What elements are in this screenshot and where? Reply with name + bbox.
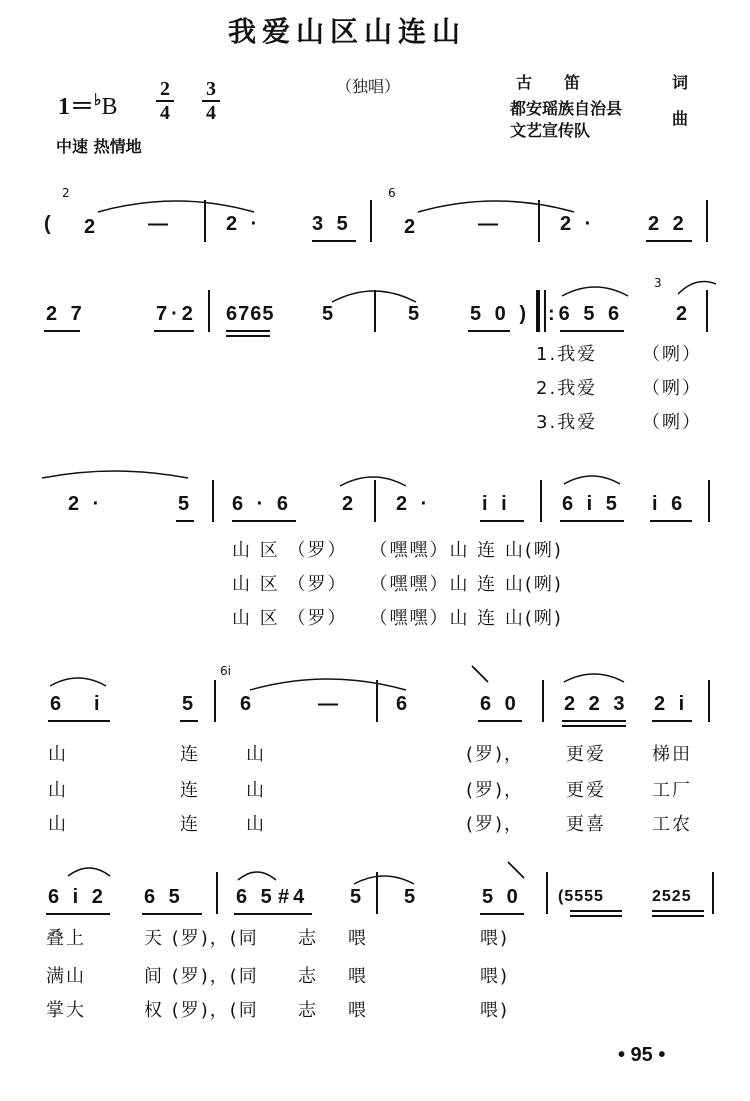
underline [232, 520, 296, 522]
lyric: 连 [180, 814, 200, 835]
performance-type: （独唱） [336, 77, 401, 96]
underline [562, 720, 626, 722]
barline [712, 872, 714, 914]
lyric-line: 山 区 （罗） （嘿嘿）山 连 山(咧) [232, 540, 563, 561]
underline [652, 720, 692, 722]
lyric: 山 [246, 814, 266, 835]
barline [708, 480, 710, 522]
note: — [148, 213, 172, 235]
composer-line2: 文艺宣传队 [510, 121, 591, 140]
note: 6 0 [480, 693, 520, 715]
note: 2 2 [648, 213, 688, 235]
barline [214, 680, 216, 722]
lyric-paren: （咧） [642, 344, 702, 365]
note: 2 [676, 303, 692, 325]
lyric: 志 [298, 928, 318, 949]
note: 5 [404, 886, 420, 908]
barline [208, 290, 210, 332]
barline [708, 680, 710, 722]
lyric: 志 [298, 966, 318, 987]
slur [560, 280, 630, 298]
note: 5 [350, 886, 366, 908]
lyric: 连 [180, 780, 200, 801]
note: i 6 [652, 493, 687, 515]
underline [234, 913, 312, 915]
barline [542, 680, 544, 722]
note: 2 7 [46, 303, 86, 325]
note: 2 [84, 216, 100, 238]
note: 6 i 2 [48, 886, 107, 908]
accent-mark [506, 860, 526, 880]
verse-label: 1.我爱 [536, 344, 598, 365]
barline [540, 480, 542, 522]
underline [480, 520, 524, 522]
barline [546, 872, 548, 914]
meter1-numerator: 2 [160, 78, 170, 100]
lyric-paren: （咧） [642, 378, 702, 399]
underline [652, 910, 704, 912]
lyric: (罗)， [466, 780, 525, 801]
lyric: 喂 [348, 1000, 368, 1021]
lyric-line: 山 区 （罗） （嘿嘿）山 连 山(咧) [232, 608, 563, 629]
lyric: 连 [180, 744, 200, 765]
tempo-marking: 中速 热情地 [56, 137, 142, 156]
underline [154, 330, 194, 332]
underline [180, 720, 198, 722]
note: 2 · [226, 213, 262, 235]
lyric-paren: （咧） [642, 412, 702, 433]
lyric: 山 [246, 780, 266, 801]
lyric: 叠上 [46, 928, 86, 949]
note: i [94, 693, 104, 715]
underline [478, 720, 522, 722]
lyricist-name: 古 笛 [516, 73, 581, 92]
tie [676, 278, 716, 296]
meter2-numerator: 3 [206, 78, 216, 100]
note: :6 5 6 [548, 303, 624, 325]
lyric-line: 山 区 （罗） （嘿嘿）山 连 山(咧) [232, 574, 563, 595]
note: 2 · [560, 213, 596, 235]
key-letter: B [101, 94, 118, 120]
lyric: 满山 [46, 966, 86, 987]
barline [370, 200, 372, 242]
note: 2 i [654, 693, 689, 715]
flat-sign: ♭ [94, 92, 102, 109]
underline [48, 720, 110, 722]
grace-note: 2 [62, 186, 70, 200]
note: 6 [396, 693, 412, 715]
note: 5 [178, 493, 194, 515]
meter2-denominator: 4 [202, 100, 220, 124]
slur [562, 668, 626, 684]
tie [248, 672, 408, 692]
note: (5555 [558, 888, 604, 905]
underline [570, 915, 622, 917]
underline [176, 520, 194, 522]
tie [330, 284, 418, 304]
tie [338, 470, 408, 488]
slur [236, 866, 278, 882]
lyric: 喂) [480, 966, 510, 987]
grace-note: 3 [654, 276, 662, 290]
underline [570, 910, 622, 912]
song-title: 我爱山区山连山 [228, 15, 467, 48]
lyric: 山 [48, 780, 68, 801]
key-signature [58, 86, 118, 121]
underline [652, 915, 704, 917]
note: 6 [50, 693, 66, 715]
lyric: 更爱 [566, 780, 606, 801]
grace-note: 6i [220, 664, 231, 678]
note: 2 [342, 493, 358, 515]
underline [226, 335, 270, 337]
underline [44, 330, 80, 332]
slur [66, 862, 112, 878]
barline [216, 872, 218, 914]
note: 7·2 [156, 303, 197, 325]
note: 6 · 6 [232, 493, 293, 515]
underline [480, 913, 524, 915]
note: #4 [278, 886, 309, 908]
barline [706, 290, 708, 332]
underline [646, 240, 692, 242]
accent-mark [470, 664, 490, 684]
underline [650, 520, 692, 522]
lyric: 喂) [480, 1000, 510, 1021]
note: 5 [408, 303, 424, 325]
note: 5 [322, 303, 338, 325]
lyric: (罗)， [466, 744, 525, 765]
lyric: 志 [298, 1000, 318, 1021]
note: 2 · [68, 493, 104, 515]
underline [226, 330, 270, 332]
note: ( [44, 213, 55, 235]
lyric: 梯田 [652, 744, 692, 765]
note: 2 · [396, 493, 432, 515]
repeat-barline [536, 290, 540, 332]
meter-2-4 [156, 78, 174, 124]
tie [96, 194, 256, 214]
note: 6765 [226, 303, 275, 325]
composer-role: 曲 [672, 109, 689, 128]
lyric: 喂) [480, 928, 510, 949]
barline [706, 200, 708, 242]
slur [48, 672, 108, 688]
lyricist-role: 词 [672, 73, 689, 92]
lyric: 更喜 [566, 814, 606, 835]
meter1-denominator: 4 [156, 100, 174, 124]
verse-label: 2.我爱 [536, 378, 598, 399]
note: 6 5 [144, 886, 184, 908]
lyric: 权 (罗)，(同 [144, 1000, 259, 1021]
tie-continuation [40, 466, 190, 486]
underline [562, 725, 626, 727]
tie [352, 870, 416, 886]
key-prefix: 1＝ [58, 94, 94, 120]
composer-line1: 都安瑶族自治县 [510, 99, 623, 118]
note: 6 [240, 693, 256, 715]
lyric: (罗)， [466, 814, 525, 835]
note: 2 [404, 216, 420, 238]
lyric: 更爱 [566, 744, 606, 765]
grace-note: 6 [388, 186, 396, 200]
lyric: 山 [48, 744, 68, 765]
verse-label: 3.我爱 [536, 412, 598, 433]
note: 2525 [652, 888, 692, 905]
lyric: 喂 [348, 966, 368, 987]
barline [212, 480, 214, 522]
lyric: 喂 [348, 928, 368, 949]
lyric: 间 (罗)，(同 [144, 966, 259, 987]
lyric: 山 [246, 744, 266, 765]
note: 3 5 [312, 213, 352, 235]
note: — [478, 213, 502, 235]
tie [416, 194, 576, 214]
note: 6 5 [236, 886, 276, 908]
meter-3-4 [202, 78, 220, 124]
lyric: 天 (罗)，(同 [144, 928, 259, 949]
lyric: 山 [48, 814, 68, 835]
note: 5 0 [482, 886, 522, 908]
lyric: 工厂 [652, 780, 692, 801]
note: 2 2 3 [564, 693, 629, 715]
note: 5 0 ) [470, 303, 531, 325]
underline [560, 330, 624, 332]
underline [468, 330, 510, 332]
note: — [318, 693, 342, 715]
page-number: • 95 • [618, 1044, 666, 1066]
lyric: 掌大 [46, 1000, 86, 1021]
repeat-barline-thin [544, 290, 546, 332]
underline [312, 240, 356, 242]
underline [46, 913, 110, 915]
lyric: 工农 [652, 814, 692, 835]
note: 6 i 5 [562, 493, 621, 515]
note: 5 [182, 693, 198, 715]
note: i i [482, 493, 511, 515]
underline [560, 520, 624, 522]
slur [562, 470, 622, 486]
underline [142, 913, 202, 915]
